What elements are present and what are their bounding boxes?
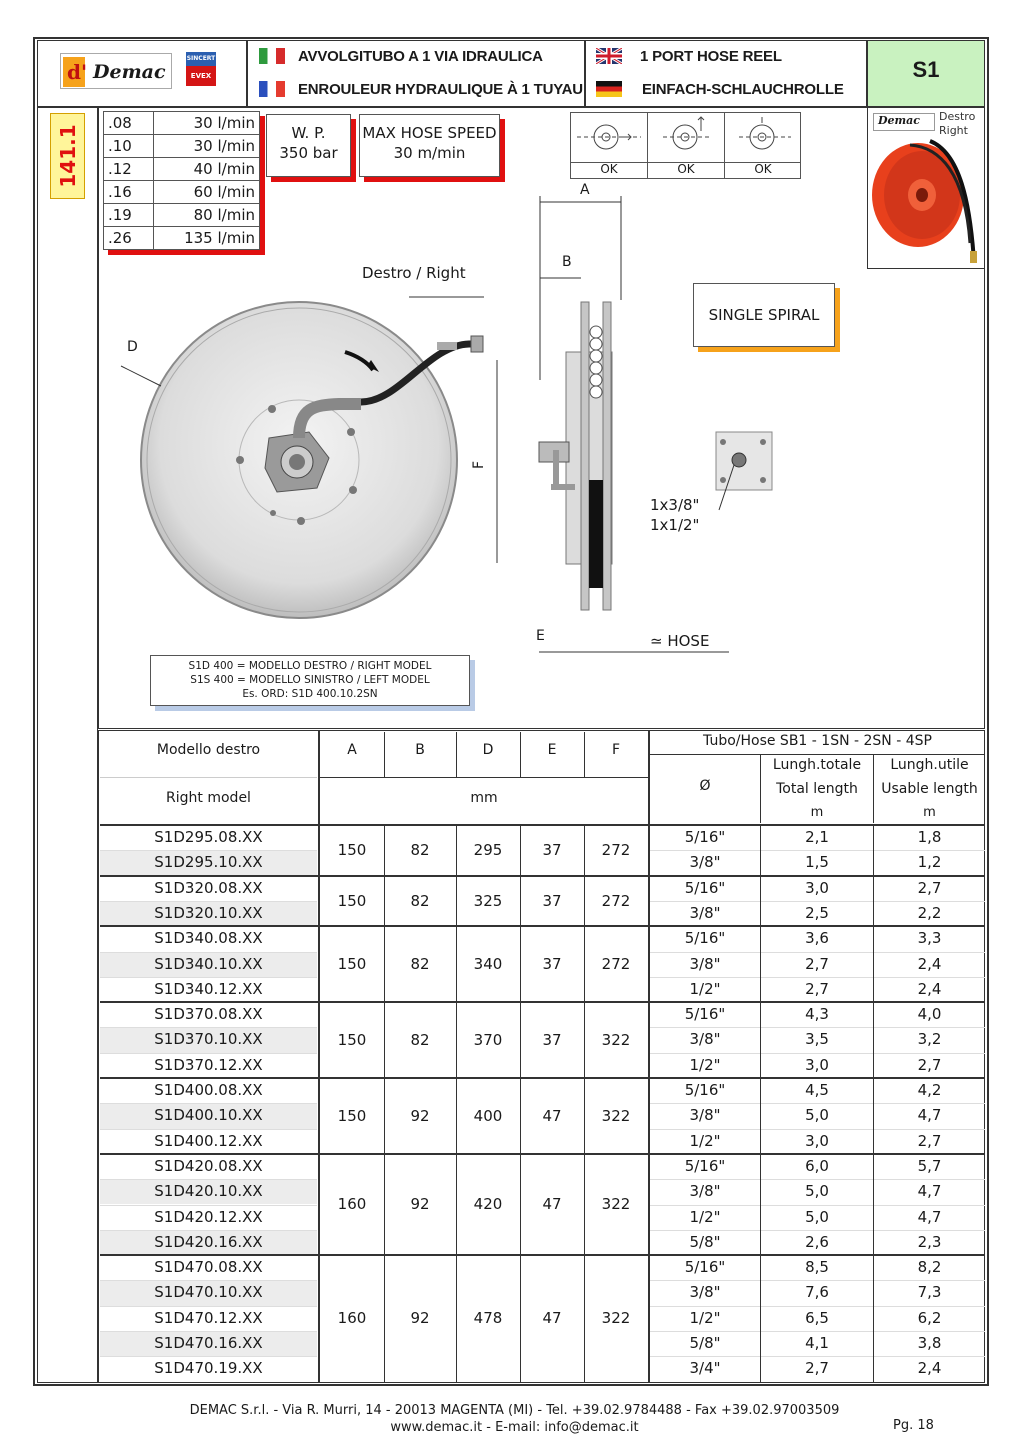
dim-a-value: 150	[337, 891, 367, 910]
reel-side-view	[539, 302, 612, 610]
dim-f-value: 322	[601, 1106, 631, 1125]
model-code: S1D420.16.XX	[154, 1232, 263, 1251]
dim-b-value: 82	[410, 955, 430, 974]
model-code: S1D470.16.XX	[154, 1334, 263, 1352]
usable-length: 2,7	[917, 1131, 942, 1150]
dim-a-label: A	[580, 182, 590, 198]
model-code: S1D420.12.XX	[154, 1207, 263, 1226]
usable-length: 2,7	[917, 878, 942, 897]
dim-a-value: 160	[337, 1309, 367, 1328]
hose-header: Tubo/Hose SB1 - 1SN - 2SN - 4SP Ø Lungh.totale Total length m Lungh.utile Usable length m	[650, 732, 985, 823]
flow-code: .19	[104, 204, 154, 227]
dim-d-value: 295	[473, 841, 503, 860]
usable-length: 2,2	[917, 903, 942, 922]
flow-code: .10	[104, 135, 154, 158]
usable-length: 2,4	[917, 1359, 942, 1378]
usable-length: 6,2	[917, 1308, 942, 1327]
col-divider	[873, 825, 874, 876]
flow-rate-row	[104, 158, 260, 181]
dim-a-value: 160	[337, 1195, 367, 1214]
dim-d-value: 478	[473, 1309, 503, 1328]
col-divider	[384, 1078, 385, 1154]
hose-diameter: 1/2"	[689, 979, 721, 998]
dim-e-value: 47	[542, 1106, 562, 1125]
mounting-orientation-icon	[571, 113, 801, 162]
flow-rate-row	[104, 135, 260, 158]
model-code: S1D340.10.XX	[154, 954, 263, 973]
total-length: 3,0	[805, 878, 829, 897]
usable-length: 4,7	[917, 1106, 942, 1125]
dim-d-label: D	[127, 339, 138, 355]
model-code: S1D370.08.XX	[154, 1005, 263, 1024]
col-divider	[384, 1255, 385, 1382]
flag-it-icon	[259, 48, 285, 64]
model-code: S1D400.12.XX	[154, 1131, 263, 1150]
model-code: S1D470.19.XX	[154, 1359, 263, 1378]
total-length: 3,5	[805, 1030, 829, 1049]
total-length: 4,3	[805, 1005, 829, 1024]
dim-b-value: 82	[410, 1031, 430, 1050]
dim-b-label: B	[562, 254, 572, 270]
footer-address: DEMAC S.r.l. - Via R. Murri, 14 - 20013 MAGENTA (MI) - Tel. +39.02.9784488 - Fax +39.02.97003509	[189, 1403, 840, 1418]
col-divider	[456, 1078, 457, 1154]
spec-table-body	[100, 825, 985, 1382]
title-fr: ENROULEUR HYDRAULIQUE À 1 TUYAU	[298, 81, 583, 98]
usable-length: 8,2	[917, 1258, 942, 1277]
hose-diameter: 3/8"	[689, 903, 721, 922]
col-divider	[760, 1154, 761, 1255]
total-length: 2,1	[805, 828, 829, 846]
col-divider	[760, 876, 761, 927]
model-code: S1D340.08.XX	[154, 929, 263, 948]
mounting-plate-view	[716, 432, 772, 510]
series-code: S1	[912, 57, 940, 82]
col-divider	[873, 876, 874, 927]
dim-f-value: 272	[601, 955, 631, 974]
total-length: 3,0	[805, 1055, 829, 1074]
dim-d-value: 340	[473, 955, 503, 974]
usable-length: 5,7	[917, 1156, 942, 1175]
hose-diameter: 5/8"	[689, 1334, 721, 1352]
hose-diameter: 3/8"	[689, 1106, 721, 1125]
col-divider	[584, 1002, 585, 1078]
dim-header: A B D E F mm	[320, 732, 648, 823]
model-code: S1D295.08.XX	[154, 828, 263, 846]
title-de: EINFACH-SCHLAUCHROLLE	[642, 81, 844, 98]
col-divider	[456, 1154, 457, 1255]
col-divider	[456, 926, 457, 1002]
dim-a-value: 150	[337, 955, 367, 974]
flag-de-icon	[596, 81, 622, 97]
flow-code: .26	[104, 227, 154, 250]
dim-f-value: 272	[601, 841, 631, 860]
total-length: 6,5	[805, 1308, 829, 1327]
flow-rate-row	[104, 112, 260, 135]
dim-e-value: 37	[542, 955, 562, 974]
cert-badge: SINCERT EVEX	[186, 52, 216, 88]
flow-value: 30 l/min	[154, 135, 260, 158]
page-code-tab: 141.1	[50, 113, 85, 199]
usable-length: 1,8	[917, 828, 942, 846]
fitting-label-1: 1x3/8"	[650, 496, 700, 514]
flag-fr-icon	[259, 81, 285, 97]
col-divider	[456, 825, 457, 876]
col-divider	[520, 926, 521, 1002]
col-divider	[760, 926, 761, 1002]
col-divider	[456, 876, 457, 927]
dim-e-value: 37	[542, 1031, 562, 1050]
model-code: S1D320.10.XX	[154, 903, 263, 922]
hose-diameter: 5/16"	[684, 1258, 726, 1277]
col-divider	[873, 1078, 874, 1154]
left-strip	[37, 107, 98, 1383]
col-divider	[584, 1078, 585, 1154]
col-divider	[520, 1255, 521, 1382]
col-divider	[760, 825, 761, 876]
max-hose-speed-box: MAX HOSE SPEED 30 m/min	[359, 114, 500, 177]
col-divider	[520, 1154, 521, 1255]
hose-diameter: 5/16"	[684, 929, 726, 948]
dim-e-value: 37	[542, 841, 562, 860]
total-length: 5,0	[805, 1106, 829, 1125]
col-divider	[384, 825, 385, 876]
dim-b-value: 92	[410, 1106, 430, 1125]
flow-code: .12	[104, 158, 154, 181]
dim-e-label: E	[536, 628, 545, 644]
model-code: S1D340.12.XX	[154, 979, 263, 998]
hose-diameter: 5/16"	[684, 1081, 726, 1099]
photo-logo: Demac	[873, 113, 935, 131]
flow-value: 60 l/min	[154, 181, 260, 204]
total-length: 2,7	[805, 979, 829, 998]
model-code: S1D470.08.XX	[154, 1258, 263, 1277]
logo-text: Demac	[93, 61, 166, 83]
model-code: S1D470.10.XX	[154, 1283, 263, 1302]
hose-diameter: 3/8"	[689, 1182, 721, 1201]
title-en: 1 PORT HOSE REEL	[640, 48, 782, 65]
dim-f-label: F	[471, 460, 488, 470]
dim-e-value: 47	[542, 1195, 562, 1214]
model-code: S1D370.10.XX	[154, 1030, 263, 1049]
usable-length: 3,3	[917, 929, 942, 948]
col-divider	[384, 1154, 385, 1255]
model-code: S1D470.12.XX	[154, 1308, 263, 1327]
hose-diameter: 5/8"	[689, 1232, 721, 1251]
usable-length: 4,0	[917, 1005, 942, 1024]
col-divider	[384, 876, 385, 927]
total-length: 5,0	[805, 1207, 829, 1226]
single-spiral-box: SINGLE SPIRAL	[693, 283, 835, 347]
model-code: S1D420.10.XX	[154, 1182, 263, 1201]
dim-e-value: 37	[542, 891, 562, 910]
dim-e-value: 47	[542, 1309, 562, 1328]
col-divider	[760, 1078, 761, 1154]
hose-diameter: 5/16"	[684, 878, 726, 897]
col-divider	[384, 1002, 385, 1078]
total-length: 4,1	[805, 1334, 829, 1352]
model-code: S1D420.08.XX	[154, 1156, 263, 1175]
model-code: S1D320.08.XX	[154, 878, 263, 897]
model-code: S1D370.12.XX	[154, 1055, 263, 1074]
total-length: 5,0	[805, 1182, 829, 1201]
col-divider	[584, 876, 585, 927]
dim-a-value: 150	[337, 1106, 367, 1125]
model-header: Modello destro Right model	[100, 732, 317, 823]
usable-length: 3,8	[917, 1334, 942, 1352]
col-divider	[760, 1255, 761, 1382]
total-length: 1,5	[805, 853, 829, 872]
hose-diameter: 5/16"	[684, 1156, 726, 1175]
hose-diameter: 1/2"	[689, 1308, 721, 1327]
flow-code: .16	[104, 181, 154, 204]
working-pressure-box: W. P. 350 bar	[266, 114, 351, 177]
usable-length: 3,2	[917, 1030, 942, 1049]
dim-b-value: 82	[410, 841, 430, 860]
hose-diameter: 3/4"	[689, 1359, 721, 1378]
total-length: 2,7	[805, 1359, 829, 1378]
dim-a-value: 150	[337, 841, 367, 860]
col-divider	[520, 1078, 521, 1154]
col-divider	[456, 1002, 457, 1078]
dim-f-value: 272	[601, 891, 631, 910]
total-length: 4,5	[805, 1081, 829, 1099]
col-divider	[873, 1255, 874, 1382]
hose-diameter: 3/8"	[689, 954, 721, 973]
total-length: 3,0	[805, 1131, 829, 1150]
dim-b-value: 92	[410, 1309, 430, 1328]
title-it: AVVOLGITUBO A 1 VIA IDRAULICA	[298, 48, 543, 65]
total-length: 7,6	[805, 1283, 829, 1302]
model-code: S1D400.10.XX	[154, 1106, 263, 1125]
hose-label: ≃ HOSE	[650, 632, 710, 650]
footer-contact: www.demac.it - E-mail: info@demac.it	[390, 1420, 639, 1435]
flow-value: 135 l/min	[154, 227, 260, 250]
usable-length: 4,7	[917, 1207, 942, 1226]
col-divider	[520, 1002, 521, 1078]
usable-length: 4,7	[917, 1182, 942, 1201]
col-divider	[760, 1002, 761, 1078]
usable-length: 2,4	[917, 979, 942, 998]
col-divider	[456, 1255, 457, 1382]
fitting-label-2: 1x1/2"	[650, 516, 700, 534]
dim-d-value: 420	[473, 1195, 503, 1214]
flow-value: 80 l/min	[154, 204, 260, 227]
hose-diameter: 3/8"	[689, 1283, 721, 1302]
mounting-positions: OK OK OK	[570, 112, 801, 179]
dim-d-value: 325	[473, 891, 503, 910]
usable-length: 2,7	[917, 1055, 942, 1074]
dim-f-value: 322	[601, 1031, 631, 1050]
hose-diameter: 1/2"	[689, 1207, 721, 1226]
dim-d-value: 400	[473, 1106, 503, 1125]
total-length: 8,5	[805, 1258, 829, 1277]
demac-logo: d' Demac	[60, 53, 172, 89]
hose-diameter: 5/16"	[684, 1005, 726, 1024]
dim-b-value: 92	[410, 1195, 430, 1214]
usable-length: 2,4	[917, 954, 942, 973]
flow-value: 40 l/min	[154, 158, 260, 181]
page-number: Pg. 18	[893, 1418, 934, 1433]
flow-value: 30 l/min	[154, 112, 260, 135]
total-length: 2,5	[805, 903, 829, 922]
model-code: S1D400.08.XX	[154, 1081, 263, 1099]
usable-length: 4,2	[917, 1081, 942, 1099]
col-divider	[873, 1002, 874, 1078]
model-code: S1D295.10.XX	[154, 853, 263, 872]
direction-label: Destro / Right	[362, 264, 466, 282]
flow-code: .08	[104, 112, 154, 135]
usable-length: 2,3	[917, 1232, 942, 1251]
dim-a-value: 150	[337, 1031, 367, 1050]
dim-b-value: 82	[410, 891, 430, 910]
total-length: 2,7	[805, 954, 829, 973]
col-divider	[873, 1154, 874, 1255]
col-divider	[584, 1154, 585, 1255]
hose-diameter: 3/8"	[689, 1030, 721, 1049]
flag-uk-icon	[596, 48, 622, 64]
dim-f-value: 322	[601, 1195, 631, 1214]
col-divider	[584, 825, 585, 876]
col-divider	[584, 1255, 585, 1382]
usable-length: 7,3	[917, 1283, 942, 1302]
hose-diameter: 1/2"	[689, 1131, 721, 1150]
col-divider	[873, 926, 874, 1002]
col-divider	[584, 926, 585, 1002]
total-length: 3,6	[805, 929, 829, 948]
dim-f-value: 322	[601, 1309, 631, 1328]
dim-d-value: 370	[473, 1031, 503, 1050]
technical-drawing	[99, 180, 984, 660]
reel-front-view	[141, 302, 483, 618]
usable-length: 1,2	[917, 853, 942, 872]
model-note-box: S1D 400 = MODELLO DESTRO / RIGHT MODEL S1S 400 = MODELLO SINISTRO / LEFT MODEL Es. ORD: S1D 400.10.2SN	[150, 655, 470, 706]
col-divider	[520, 876, 521, 927]
col-divider	[384, 926, 385, 1002]
hose-diameter: 1/2"	[689, 1055, 721, 1074]
total-length: 6,0	[805, 1156, 829, 1175]
total-length: 2,6	[805, 1232, 829, 1251]
col-divider	[520, 825, 521, 876]
hose-diameter: 5/16"	[684, 828, 726, 846]
hose-diameter: 3/8"	[689, 853, 721, 872]
